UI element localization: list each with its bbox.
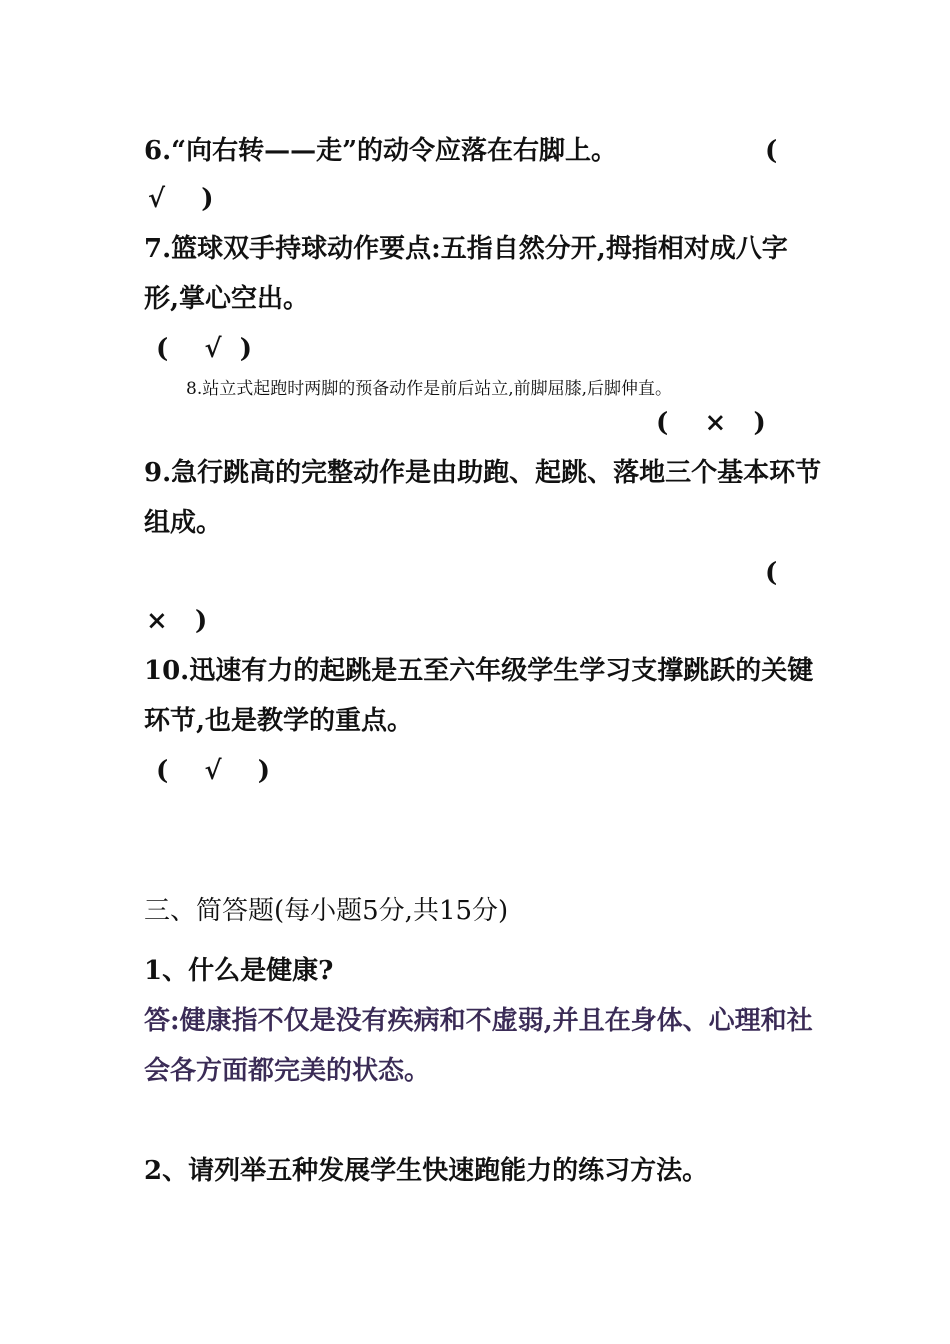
q7-answer-mark: ( √ ) bbox=[156, 334, 253, 364]
section3-q1-answer-line2: 会各方面都完美的状态。 bbox=[144, 1056, 431, 1086]
q9-answer-mark: × ) bbox=[146, 606, 208, 636]
q8-text: 8.站立式起跑时两脚的预备动作是前后站立,前脚屈膝,后脚伸直。 bbox=[186, 379, 673, 399]
q10-answer-mark: ( √ ) bbox=[156, 756, 271, 786]
q6-paren-open: ( bbox=[765, 136, 778, 166]
q9-paren-open: ( bbox=[765, 558, 778, 588]
q8-answer-mark: ( × ) bbox=[656, 408, 766, 438]
q7-text-line2: 形,掌心空出。 bbox=[144, 284, 310, 314]
section3-q2-question: 2、请列举五种发展学生快速跑能力的练习方法。 bbox=[144, 1156, 709, 1186]
q9-text-line2: 组成。 bbox=[144, 508, 223, 538]
q6-text: 6.“向右转——走”的动令应落在右脚上。 bbox=[144, 136, 618, 166]
section3-q1-question: 1、什么是健康? bbox=[144, 956, 334, 986]
q10-text-line1: 10.迅速有力的起跳是五至六年级学生学习支撑跳跃的关键 bbox=[144, 656, 814, 686]
q6-answer-mark: √ ) bbox=[148, 184, 214, 214]
q9-text-line1: 9.急行跳高的完整动作是由助跑、起跳、落地三个基本环节 bbox=[144, 458, 822, 488]
q10-text-line2: 环节,也是教学的重点。 bbox=[144, 706, 414, 736]
section3-q1-answer-line1: 答:健康指不仅是没有疾病和不虚弱,并且在身体、心理和社 bbox=[144, 1006, 813, 1036]
section3-heading: 三、简答题(每小题5分,共15分) bbox=[144, 896, 509, 926]
q7-text-line1: 7.篮球双手持球动作要点:五指自然分开,拇指相对成八字 bbox=[144, 234, 788, 264]
